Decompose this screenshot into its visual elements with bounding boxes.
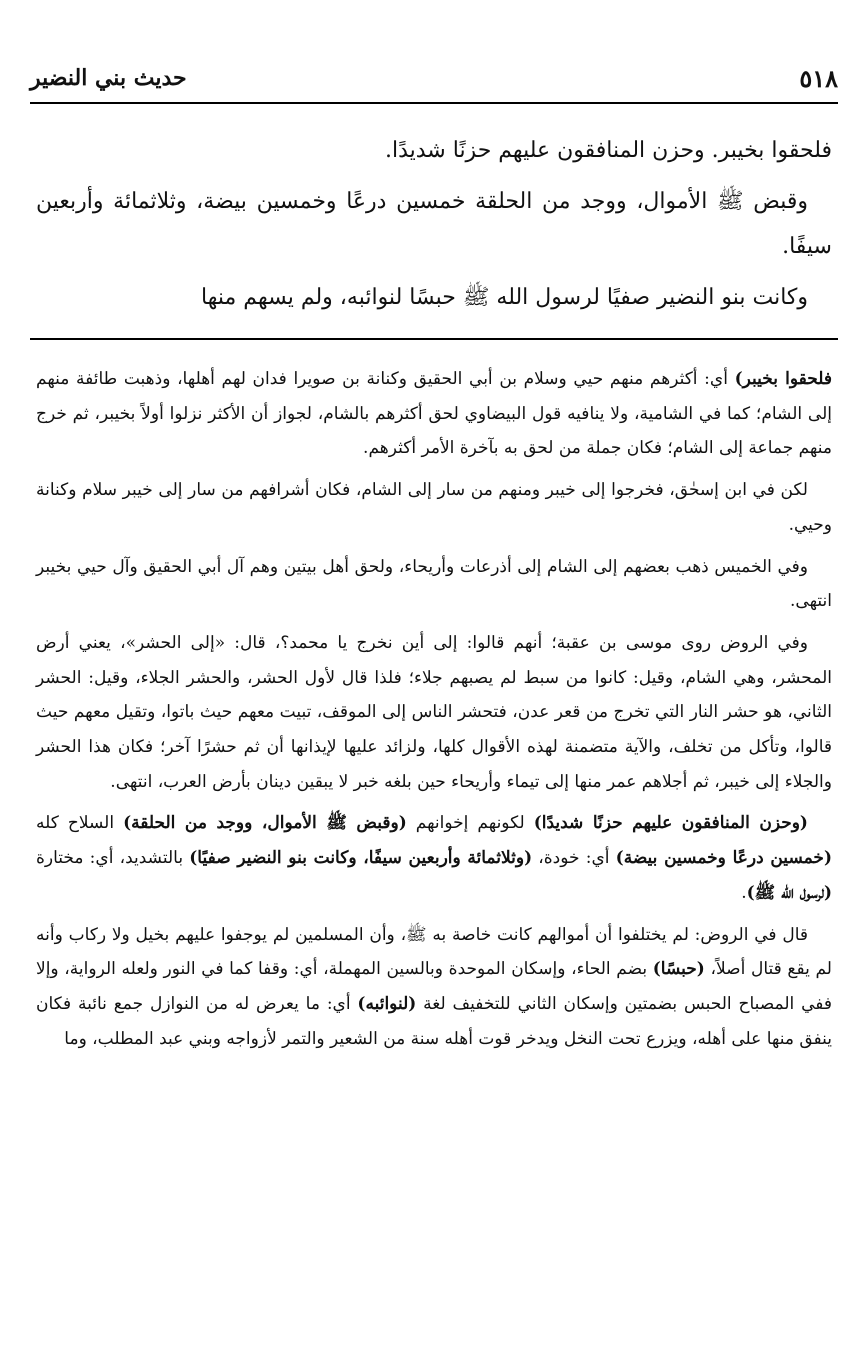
commentary-text: بضم الحاء، وإسكان الموحدة وبالسين المهملة، أي: وقفا كما في النور ولعله الرواية، وإلا ففي المصباح الحبس بضمتين وإسكان الثاني للتخفيف لغة — [36, 959, 832, 1014]
main-paragraph: وكانت بنو النضير صفيًا لرسول الله ﷺ حبسًا لنوائبه، ولم يسهم منها — [201, 285, 808, 310]
commentary-text: السلاح كله — [36, 813, 124, 834]
main-paragraph: وقبض ﷺ الأموال، ووجد من الحلقة خمسين درعًا وخمسين بيضة، وثلاثمائة وأربعين سيفًا. — [36, 189, 832, 259]
commentary-paragraph — [36, 806, 832, 910]
commentary-text: لكونهم إخوانهم — [406, 813, 534, 834]
commentary-text: أي: خودة، — [532, 848, 616, 869]
commentary-paragraph — [36, 362, 832, 466]
running-title: حديث بني النضير — [30, 65, 187, 91]
header-divider — [30, 102, 838, 104]
commentary-paragraph: لكن في ابن إسحٰق، فخرجوا إلى خيبر ومنهم من سار إلى الشام، فكان أشرافهم من سار إلى خيبر سلام وكنانة وحيي. — [36, 480, 832, 535]
lemma: (خمسين درعًا وخمسين بيضة) — [615, 848, 832, 869]
page-header — [30, 58, 838, 98]
lemma: (وثلاثمائة وأربعين سيفًا، وكانت بنو النضير صفيًا) — [189, 848, 533, 869]
commentary-paragraph — [36, 918, 832, 1057]
lemma: (حبسًا) — [652, 959, 705, 980]
main-text — [36, 128, 832, 326]
commentary-paragraph: وفي الروض روى موسى بن عقبة؛ أنهم قالوا: إلى أين نخرج يا محمد؟، قال: «إلى الحشر»، يعني أرض المحشر، وهي الشام، وقيل: كانوا من سبط لم يصبهم جلاء؛ فلذا قال لأول الحشر، والحشر الجلاء، وقيل: الحشر الثاني، هو حشر النار التي تخرج من قعر عدن، فتحشر الناس إلى الموقف، تبيت معهم حيث باتوا، وتقيل معهم حيث قالوا، وتأكل من تخلف، والآية متضمنة لهذه الأقوال كلها، ولزائد عليها لإيذانها أن ثم حشرًا آخر؛ فكان هذا الحشر والجلاء إلى خيبر، ثم أجلاهم عمر منها إلى تيماء وأريحاء حين بلغه خبر لا يبقين دينان بأرض العرب، انتهى. — [36, 632, 832, 792]
lemma: فلحقوا بخيبر) — [734, 369, 833, 389]
lemma: (وحزن المنافقون عليهم حزنًا شديدًا) — [533, 813, 808, 834]
commentary-text: أي: أكثرهم منهم حيي وسلام بن أبي الحقيق وكنانة بن صويرا فدان لهم أهلها، وذهبت طائفة منهم إلى الشام؛ كما في الشامية، ولا ينافيه قول البيضاوي لحق أكثرهم بالشام، لجواز أن الأكثر نزلوا أولاً بخيبر، ثم خرج منهم جماعة إلى الشام؛ فكان جملة من لحق به بآخرة الأمر أكثرهم. — [36, 369, 832, 459]
lemma: (وقبض ﷺ الأموال، ووجد من الحلقة) — [123, 813, 407, 834]
commentary-text: قال في الروض: لم يختلفوا أن أموالهم كانت خاصة به ﷺ، وأن المسلمين لم يوجفوا عليهم بخيل ولا ركاب وأنه لم يقع قتال أصلاً، — [36, 924, 832, 980]
commentary-paragraph: وفي الخميس ذهب بعضهم إلى الشام إلى أذرعات وأريحاء، ولحق أهل بيتين وهم آل أبي الحقيق وآل حيي بخيبر انتهى. — [36, 556, 832, 612]
main-paragraph: فلحقوا بخيبر. وحزن المنافقون عليهم حزنًا شديدًا. — [384, 138, 832, 163]
commentary-text: . — [741, 882, 747, 903]
lemma: (لرسول الله ﷺ) — [746, 882, 832, 903]
commentary-text: أي: ما يعرض له من النوازل جمع نائبة فكان ينفق منها على أهله، ويزرع تحت النخل ويدخر قوت أهله سنة من الشعير والتمر لأزواجه وبني عبد المطلب، وما — [36, 993, 832, 1049]
page-number: ٥١٨ — [799, 63, 838, 93]
lemma: (لنوائبه) — [357, 993, 417, 1014]
footnote-divider — [30, 338, 838, 340]
commentary-text: بالتشديد، أي: مختارة — [36, 848, 190, 869]
commentary-section — [36, 362, 832, 1063]
